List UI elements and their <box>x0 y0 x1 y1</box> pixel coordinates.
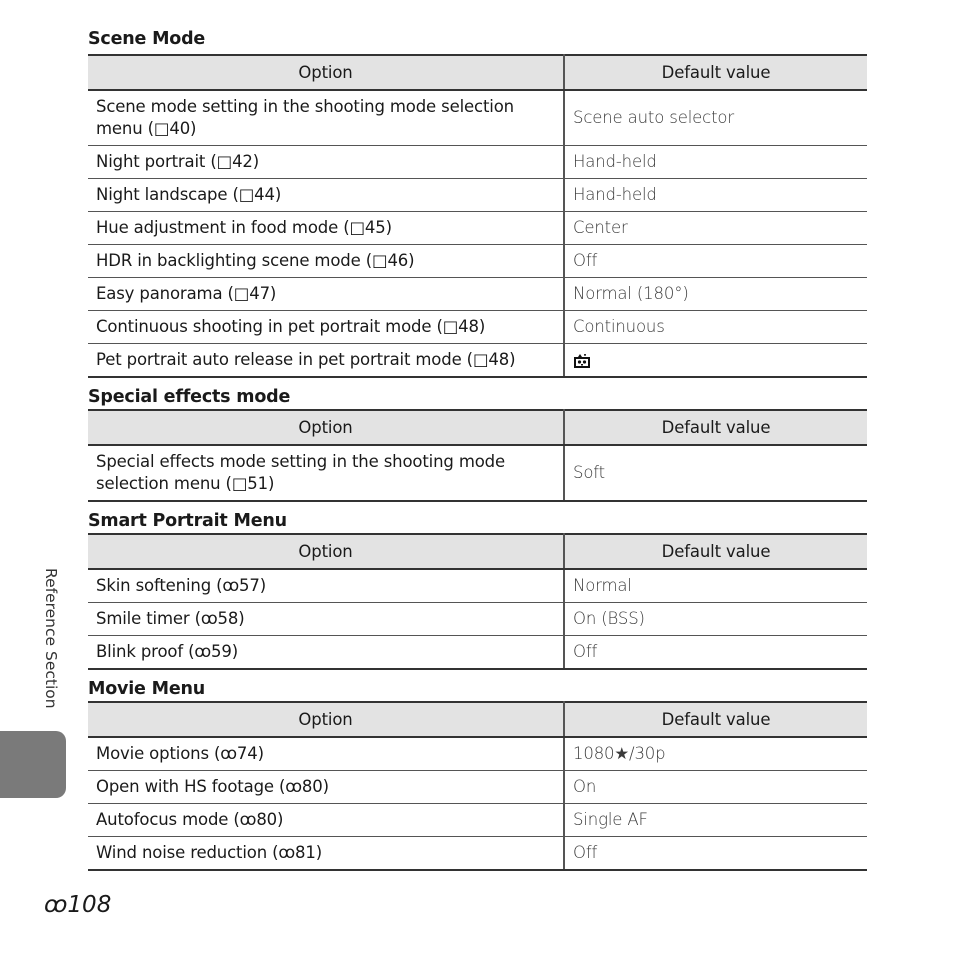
option-cell: Scene mode setting in the shooting mode selection menu (□40) <box>88 90 564 146</box>
option-cell: Continuous shooting in pet portrait mode (□48) <box>88 311 564 344</box>
scene-mode-table <box>88 54 867 378</box>
value-cell: 1080★/30p <box>564 737 867 771</box>
section-title-special-effects: Special effects mode <box>88 387 291 407</box>
value-cell: On (BSS) <box>564 603 867 636</box>
table-row <box>88 445 867 501</box>
table-row <box>88 603 867 636</box>
page-number: ꝏ108 <box>44 892 112 918</box>
option-cell: Night portrait (□42) <box>88 146 564 179</box>
special-effects-table <box>88 409 867 502</box>
table-row <box>88 212 867 245</box>
option-cell: HDR in backlighting scene mode (□46) <box>88 245 564 278</box>
table-row <box>88 278 867 311</box>
page-content <box>88 26 867 871</box>
section-special-effects <box>88 384 867 502</box>
header-option: Option <box>88 55 564 90</box>
side-section-label: Reference Section <box>42 568 60 709</box>
section-title-smart-portrait: Smart Portrait Menu <box>88 511 287 531</box>
option-cell: Smile timer (ꝏ58) <box>88 603 564 636</box>
value-cell: Normal (180°) <box>564 278 867 311</box>
table-header-row <box>88 702 867 737</box>
option-cell: Special effects mode setting in the shooting mode selection menu (□51) <box>88 445 564 501</box>
value-cell: Continuous <box>564 311 867 344</box>
header-option: Option <box>88 702 564 737</box>
table-row <box>88 569 867 603</box>
option-cell: Open with HS footage (ꝏ80) <box>88 771 564 804</box>
value-cell: Normal <box>564 569 867 603</box>
header-option: Option <box>88 534 564 569</box>
value-cell: Center <box>564 212 867 245</box>
header-option: Option <box>88 410 564 445</box>
section-title-movie-menu: Movie Menu <box>88 679 206 699</box>
table-row <box>88 311 867 344</box>
pet-auto-release-icon <box>573 353 591 369</box>
table-row <box>88 737 867 771</box>
table-row <box>88 804 867 837</box>
table-row <box>88 344 867 378</box>
option-cell: Easy panorama (□47) <box>88 278 564 311</box>
table-row <box>88 146 867 179</box>
table-row <box>88 90 867 146</box>
option-cell: Hue adjustment in food mode (□45) <box>88 212 564 245</box>
option-cell: Movie options (ꝏ74) <box>88 737 564 771</box>
value-cell: On <box>564 771 867 804</box>
value-cell: Single AF <box>564 804 867 837</box>
table-header-row <box>88 534 867 569</box>
table-row <box>88 636 867 670</box>
value-cell: Hand-held <box>564 179 867 212</box>
table-header-row <box>88 410 867 445</box>
table-header-row <box>88 55 867 90</box>
table-row <box>88 179 867 212</box>
header-default-value: Default value <box>564 55 867 90</box>
header-default-value: Default value <box>564 410 867 445</box>
option-cell: Pet portrait auto release in pet portrait mode (□48) <box>88 344 564 378</box>
header-default-value: Default value <box>564 534 867 569</box>
section-smart-portrait <box>88 508 867 670</box>
table-row <box>88 771 867 804</box>
section-title-scene-mode: Scene Mode <box>88 29 206 49</box>
section-movie-menu <box>88 676 867 871</box>
value-cell: Soft <box>564 445 867 501</box>
option-cell: Blink proof (ꝏ59) <box>88 636 564 670</box>
value-cell: Off <box>564 245 867 278</box>
option-cell: Night landscape (□44) <box>88 179 564 212</box>
value-cell <box>564 344 867 378</box>
option-cell: Skin softening (ꝏ57) <box>88 569 564 603</box>
value-cell: Off <box>564 636 867 670</box>
smart-portrait-table <box>88 533 867 670</box>
movie-menu-table <box>88 701 867 871</box>
side-section-tab <box>0 731 66 798</box>
value-cell: Scene auto selector <box>564 90 867 146</box>
section-scene-mode <box>88 26 867 378</box>
value-cell: Hand-held <box>564 146 867 179</box>
option-cell: Wind noise reduction (ꝏ81) <box>88 837 564 871</box>
option-cell: Autofocus mode (ꝏ80) <box>88 804 564 837</box>
table-row <box>88 245 867 278</box>
table-row <box>88 837 867 871</box>
value-cell: Off <box>564 837 867 871</box>
header-default-value: Default value <box>564 702 867 737</box>
